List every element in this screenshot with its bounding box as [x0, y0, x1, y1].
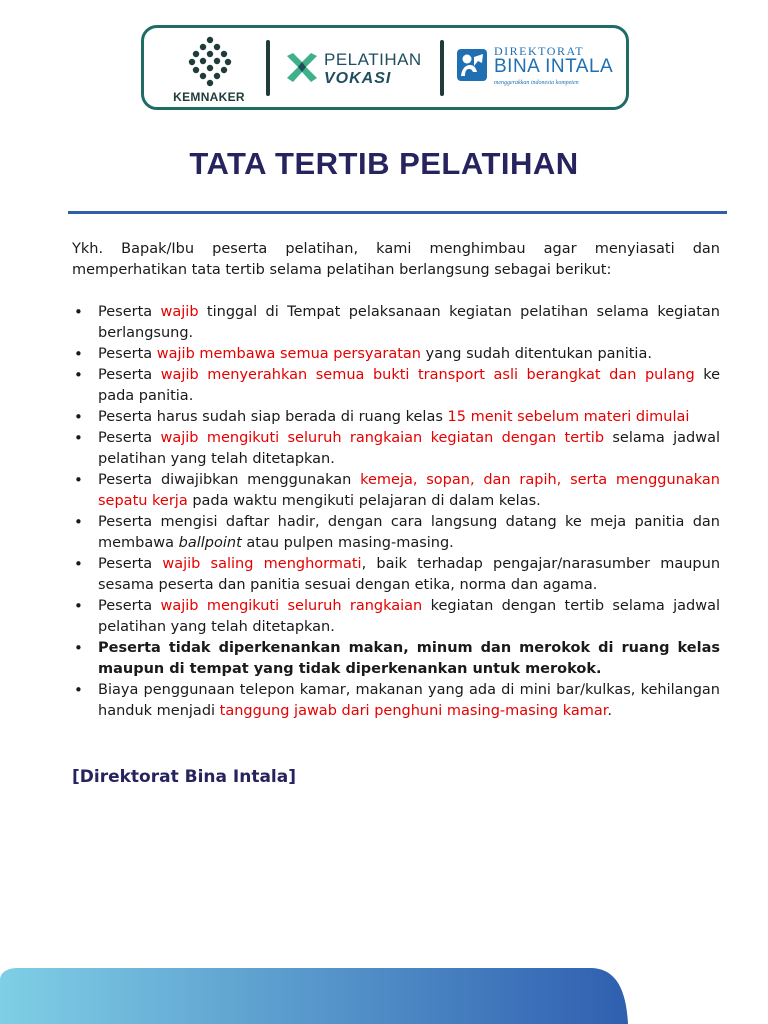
rule-item [72, 638, 720, 680]
vokasi-x-icon [284, 50, 320, 86]
rule-text: . [607, 703, 613, 719]
rule-highlight: wajib mengikuti seluruh rangkaian [160, 598, 423, 614]
kemnaker-emblem-icon [188, 36, 232, 88]
rule-highlight: kemeja, sopan, dan rapih, serta menggunakan sepatu kerja [98, 472, 720, 509]
rule-item [72, 344, 720, 365]
bina-intala-logo [456, 44, 616, 94]
rule-item [72, 365, 720, 407]
rule-text: Peserta [98, 346, 157, 362]
rule-text: kegiatan dengan tertib selama jadwal pelatihan yang telah ditetapkan. [98, 598, 720, 635]
rule-text: Peserta [98, 304, 161, 320]
rule-item [72, 554, 720, 596]
rule-text: Peserta mengisi daftar hadir, dengan cara langsung datang ke meja panitia dan membawa [98, 514, 720, 551]
rule-text: Biaya penggunaan telepon kamar, makanan yang ada di mini bar/kulkas, kehilangan handuk menjadi [98, 682, 720, 719]
rule-text: ke pada panitia. [98, 367, 721, 404]
intala-wordmark-line2: BINA INTALA [494, 56, 614, 77]
rule-highlight: wajib menyerahkan semua bukti transport asli berangkat dan pulang [160, 367, 695, 383]
footer-band [0, 966, 768, 1024]
bina-intala-emblem-icon [456, 48, 488, 82]
logo-divider [440, 40, 444, 96]
kemnaker-logo [164, 36, 254, 106]
signature: [Direktorat Bina Intala] [72, 767, 297, 787]
rule-item [72, 428, 720, 470]
logo-divider [266, 40, 270, 96]
rule-text: tinggal di Tempat pelaksanaan kegiatan pelatihan selama kegiatan berlangsung. [98, 304, 720, 341]
pelatihan-vokasi-logo [284, 46, 434, 94]
rule-item [72, 470, 720, 512]
rule-text: selama jadwal pelatihan yang telah ditetapkan. [98, 430, 720, 467]
rule-item [72, 596, 720, 638]
rule-text: Peserta [98, 430, 161, 446]
rule-text: , baik terhadap pengajar/narasumber maupun sesama peserta dan panitia sesuai dengan etika, norma dan agama. [98, 556, 721, 593]
rule-item [72, 302, 720, 344]
footer-wave-shape [0, 966, 768, 1024]
kemnaker-wordmark: KEMNAKER [173, 90, 245, 104]
rule-text: Peserta [98, 556, 163, 572]
rule-highlight: wajib membawa semua persyaratan [156, 346, 421, 362]
logo-header [141, 25, 629, 110]
rule-text: yang sudah ditentukan panitia. [421, 346, 652, 362]
vokasi-wordmark-line1: PELATIHAN [324, 50, 422, 69]
rules-list [72, 302, 720, 722]
title-underline [68, 211, 727, 214]
rule-text: Peserta harus sudah siap berada di ruang kelas [98, 409, 448, 425]
rule-text: Peserta [98, 598, 161, 614]
rule-highlight: tanggung jawab dari penghuni masing-masing kamar [219, 703, 608, 719]
rule-item [72, 680, 720, 722]
intala-tagline: menggerakkan indonesia kompeten [494, 80, 579, 86]
rule-highlight: 15 menit sebelum materi dimulai [447, 409, 690, 425]
rule-item [72, 407, 720, 428]
rule-highlight: wajib [160, 304, 199, 320]
rule-text: pada waktu mengikuti pelajaran di dalam kelas. [187, 493, 541, 509]
rule-text: Peserta [98, 367, 161, 383]
page-title: TATA TERTIB PELATIHAN [189, 146, 579, 181]
rule-text: Peserta diwajibkan menggunakan [98, 472, 361, 488]
rule-highlight: wajib mengikuti seluruh rangkaian kegiatan dengan tertib [160, 430, 605, 446]
vokasi-wordmark-line2: VOKASI [324, 70, 392, 87]
rule-text: ballpoint [178, 535, 242, 551]
rule-text: atau pulpen masing-masing. [241, 535, 454, 551]
intala-wordmark-line1: DIREKTORAT [494, 44, 585, 58]
intro-paragraph: Ykh. Bapak/Ibu peserta pelatihan, kami menghimbau agar menyiasati dan memperhatikan tata tertib selama pelatihan berlangsung sebagai berikut: [72, 241, 720, 278]
rule-item [72, 512, 720, 554]
rule-highlight: wajib saling menghormati [162, 556, 362, 572]
rule-text: Peserta tidak diperkenankan makan, minum dan merokok di ruang kelas maupun di tempat yang tidak diperkenankan untuk merokok. [98, 640, 720, 677]
